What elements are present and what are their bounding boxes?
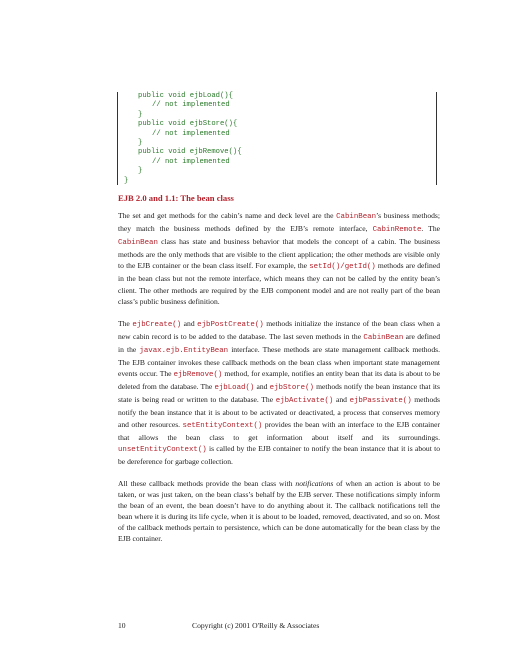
inline-code: ejbActivate() bbox=[275, 397, 334, 406]
text-run: methods notify the bean instance that its state is being read or written to the database. The bbox=[118, 382, 440, 405]
text-run: and bbox=[254, 382, 270, 392]
body-paragraph bbox=[118, 210, 440, 307]
inline-code: unsetEntityContext() bbox=[118, 445, 207, 454]
inline-code: ejbPassivate() bbox=[349, 397, 412, 406]
text-run: of when an action is about to be taken, or was just taken, on the bean class’s behalf by the EJB server. These notifications simply inform the bean of an event, the bean doesn’t have to do anything about it. The callback notifications tell the bean where it is during its life cycle, when it is about to be loaded, removed, deactivated, and so on. Most of the callback methods pertain to persistence, which can be done automatically for the bean class by the EJB container. bbox=[118, 478, 440, 544]
code-block bbox=[124, 92, 424, 186]
inline-code: ejbStore() bbox=[269, 384, 314, 393]
text-run: provides the bean with an interface to the EJB container that allows the bean class to get information about itself and its surroundings. bbox=[118, 419, 440, 442]
body-text bbox=[118, 210, 440, 555]
text-run: . The bbox=[421, 224, 440, 234]
code-rule-right bbox=[436, 92, 437, 185]
text-run: methods are defined in the bean class but not the remote interface, which means they can not be called by the entity bean’s client. The other methods are required by the EJB component model and are not really part of the bean class’s public business definition. bbox=[118, 261, 440, 306]
code-line: // not implemented bbox=[152, 157, 230, 166]
inline-code: ejbLoad() bbox=[214, 384, 255, 393]
inline-code: ejbPostCreate() bbox=[197, 320, 264, 329]
body-paragraph bbox=[118, 318, 440, 467]
code-line: } bbox=[138, 138, 143, 147]
text-run: The bbox=[118, 318, 133, 328]
text-run: is called by the EJB container to notify the bean instance that it is about to be dereference for garbage collection. bbox=[118, 443, 440, 466]
inline-code: ejbCreate() bbox=[132, 320, 182, 329]
text-run: method, for example, notifies an entity bean that its data is about to be deleted from the database. The bbox=[118, 369, 440, 392]
inline-code: CabinBean bbox=[118, 239, 158, 248]
copyright-notice: Copyright (c) 2001 O'Reilly & Associates bbox=[192, 621, 320, 630]
inline-code: ejbRemove() bbox=[173, 371, 223, 380]
code-line: } bbox=[124, 176, 129, 185]
code-line: } bbox=[138, 110, 143, 119]
text-run: are defined in the bbox=[118, 331, 440, 354]
text-run: All these callback methods provide the bean class with bbox=[118, 478, 296, 488]
code-line: } bbox=[138, 167, 143, 176]
inline-code: CabinBean bbox=[363, 333, 404, 342]
code-line: // not implemented bbox=[152, 101, 230, 110]
text-run: and bbox=[181, 318, 198, 328]
code-line: public void ejbLoad(){ bbox=[138, 92, 233, 100]
body-paragraph bbox=[118, 478, 440, 545]
code-rule-left bbox=[117, 92, 118, 185]
text-run: ’s business methods; they match the business methods defined by the EJB’s remote interface, bbox=[118, 211, 440, 234]
text-run: and bbox=[333, 395, 350, 405]
text-run: class has state and business behavior that models the concept of a cabin. The business methods are the only methods that are visible to the client application; the other methods are visible only to the EJB container or the bean class itself. For example, the bbox=[118, 237, 440, 271]
section-heading: EJB 2.0 and 1.1: The bean class bbox=[118, 193, 234, 203]
inline-code: CabinRemote bbox=[372, 226, 422, 235]
text-run: The set and get methods for the cabin’s name and deck level are the bbox=[118, 211, 337, 220]
text-run: interface. These methods are state management callback methods. The EJB container invokes these callback methods on the bean class when important state management events occur. The bbox=[118, 344, 440, 379]
inline-code: javax.ejb.EntityBean bbox=[139, 346, 229, 355]
code-line: // not implemented bbox=[152, 129, 230, 138]
code-line: public void ejbRemove(){ bbox=[138, 148, 242, 157]
emphasis-text: notifications bbox=[295, 478, 334, 488]
inline-code: CabinBean bbox=[336, 213, 377, 221]
inline-code: setId()/getId() bbox=[309, 263, 376, 272]
inline-code: setEntityContext() bbox=[182, 421, 263, 430]
text-run: methods initialize the instance of the bean class when a new cabin record is to be added to the database. The last seven methods in the bbox=[118, 318, 440, 341]
text-run: methods notify the bean instance that it is about to be activated or deactivated, a process that conserves memory and other resources. bbox=[118, 395, 440, 429]
page-number: 10 bbox=[118, 621, 126, 630]
code-line: public void ejbStore(){ bbox=[138, 120, 238, 129]
